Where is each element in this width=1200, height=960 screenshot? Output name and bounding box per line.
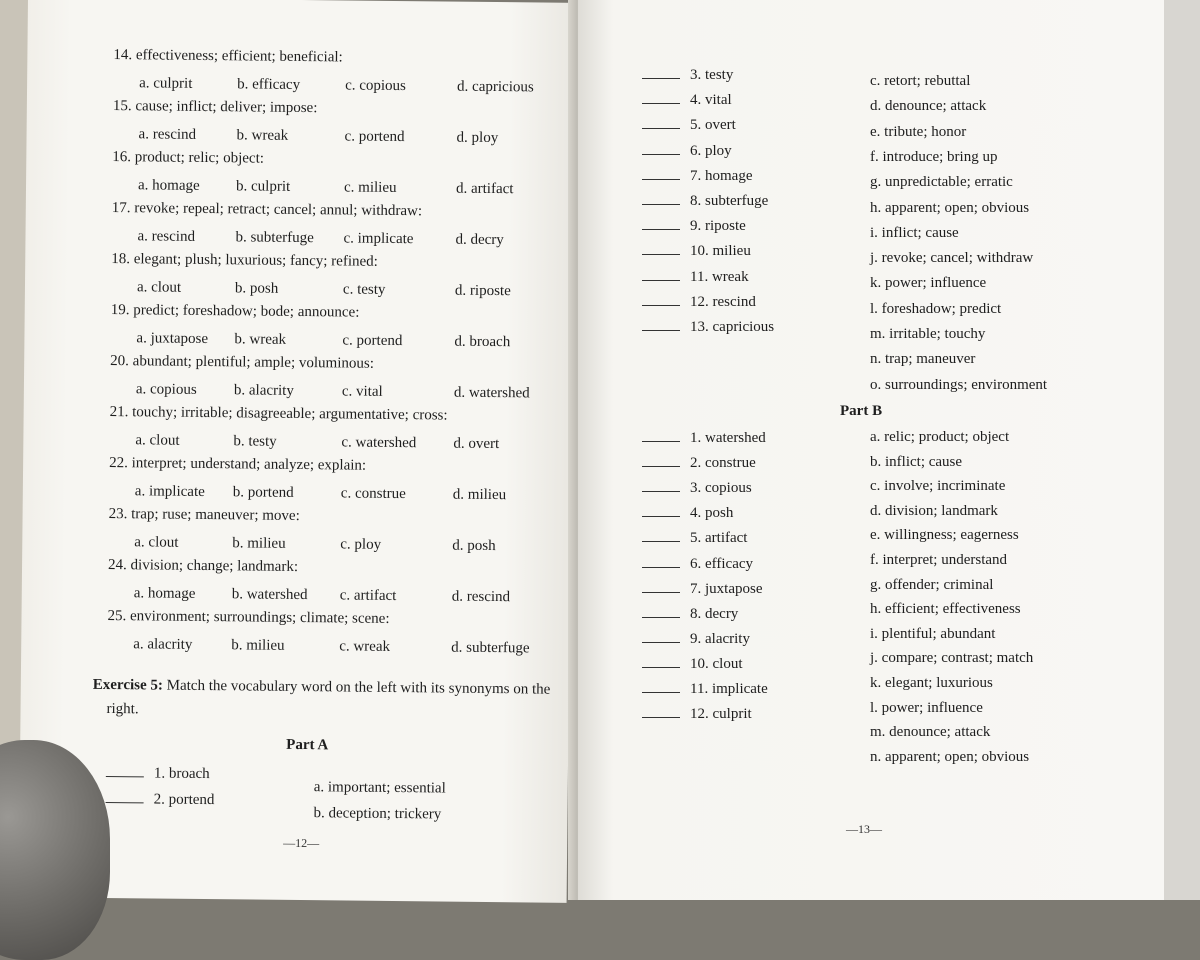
answer-option: d. watershed xyxy=(453,384,530,402)
part-b-title: Part B xyxy=(840,403,883,419)
answer-option: b. milieu xyxy=(232,535,286,552)
match-word: 4. vital xyxy=(690,92,732,109)
answer-option: d. overt xyxy=(453,435,500,453)
question-text: predict; foreshadow; bode; announce: xyxy=(133,302,360,321)
question-text: elegant; plush; luxurious; fancy; refined: xyxy=(133,251,378,270)
question-number: 25. xyxy=(107,607,127,625)
question-text: effectiveness; efficient; beneficial: xyxy=(135,47,343,66)
match-item xyxy=(106,788,215,809)
match-item xyxy=(642,703,752,723)
match-word: 1. broach xyxy=(153,765,210,783)
match-synonym: e. tribute; honor xyxy=(870,123,967,140)
match-synonym: f. interpret; understand xyxy=(870,552,1008,568)
answer-option: a. rescind xyxy=(137,228,196,245)
match-item xyxy=(642,628,750,648)
match-synonym: o. surroundings; environment xyxy=(870,376,1048,393)
match-synonym: c. retort; rebuttal xyxy=(870,73,971,89)
answer-blank[interactable] xyxy=(642,316,680,331)
match-item xyxy=(642,427,766,447)
match-item xyxy=(642,140,732,160)
question-number: 14. xyxy=(113,47,133,64)
match-item xyxy=(642,240,751,260)
match-synonym: j. compare; contrast; match xyxy=(870,650,1034,667)
exercise-text-continued: right. xyxy=(106,700,139,718)
match-word: 5. artifact xyxy=(690,530,748,547)
match-word: 3. testy xyxy=(690,67,734,83)
answer-option: a. clout xyxy=(136,279,182,296)
match-item xyxy=(642,215,746,235)
exercise-text: Match the vocabulary word on the left with its synonyms on the xyxy=(166,677,551,698)
exercise-5-instructions xyxy=(93,676,551,699)
answer-option: a. alacrity xyxy=(133,636,193,653)
question-number: 20. xyxy=(110,353,130,370)
answer-blank[interactable] xyxy=(106,788,144,803)
answer-option: d. subterfuge xyxy=(451,639,530,657)
answer-option: b. culprit xyxy=(235,178,291,195)
match-synonym: k. power; influence xyxy=(870,275,987,292)
question-text: trap; ruse; maneuver; move: xyxy=(131,506,300,525)
question-number: 19. xyxy=(110,302,130,319)
answer-blank[interactable] xyxy=(642,678,680,693)
answer-blank[interactable] xyxy=(106,762,144,777)
match-synonym: f. introduce; bring up xyxy=(870,148,998,165)
answer-option: c. testy xyxy=(342,281,386,298)
answer-option: b. posh xyxy=(234,280,279,297)
answer-blank[interactable] xyxy=(642,653,680,668)
question-text: division; change; landmark: xyxy=(130,557,299,575)
answer-option: a. homage xyxy=(137,177,200,194)
answer-option: c. watershed xyxy=(341,434,417,452)
exercise-label: Exercise 5: xyxy=(92,676,164,694)
question-number: 18. xyxy=(111,251,131,268)
question-number: 15. xyxy=(112,98,132,115)
answer-option: b. testy xyxy=(233,433,277,450)
question-prompt xyxy=(112,199,422,220)
question-prompt xyxy=(109,454,366,475)
answer-blank[interactable] xyxy=(642,603,680,618)
match-word: 1. watershed xyxy=(690,430,766,446)
match-word: 11. wreak xyxy=(690,268,749,285)
match-item xyxy=(642,114,736,134)
match-word: 8. subterfuge xyxy=(690,193,769,209)
match-synonym: m. irritable; touchy xyxy=(870,326,986,342)
match-word: 7. homage xyxy=(690,167,753,184)
match-word: 9. alacrity xyxy=(690,630,750,647)
answer-option: c. wreak xyxy=(339,638,391,655)
page-number: —12— xyxy=(283,835,320,851)
answer-blank[interactable] xyxy=(642,502,680,517)
answer-option: a. clout xyxy=(135,432,180,449)
match-synonym: d. denounce; attack xyxy=(870,98,987,115)
question-prompt xyxy=(111,250,378,271)
page-number: —13— xyxy=(846,822,882,836)
match-word: 12. culprit xyxy=(690,706,752,723)
answer-blank[interactable] xyxy=(642,114,680,129)
match-word: 2. portend xyxy=(153,791,215,809)
answer-option: d. ploy xyxy=(456,129,499,147)
answer-option: c. vital xyxy=(341,383,383,400)
match-synonym: d. division; landmark xyxy=(870,502,998,519)
match-word: 13. capricious xyxy=(690,319,775,335)
match-item xyxy=(642,64,733,84)
match-word: 4. posh xyxy=(690,505,734,522)
answer-blank[interactable] xyxy=(642,140,680,155)
match-synonym: g. unpredictable; erratic xyxy=(870,174,1013,191)
match-word: 12. rescind xyxy=(690,293,756,310)
answer-option: a. homage xyxy=(133,585,196,602)
match-item xyxy=(642,653,743,673)
question-text: interpret; understand; analyze; explain: xyxy=(131,455,367,474)
answer-option: d. broach xyxy=(454,333,511,351)
question-prompt xyxy=(108,556,298,576)
match-synonym: i. inflict; cause xyxy=(870,224,959,241)
answer-option: b. wreak xyxy=(234,331,287,348)
answer-option: c. milieu xyxy=(343,179,397,196)
answer-blank[interactable] xyxy=(642,628,680,643)
question-text: product; relic; object: xyxy=(134,149,265,167)
answer-option: c. portend xyxy=(344,128,405,146)
match-synonym: e. willingness; eagerness xyxy=(870,527,1019,544)
question-number: 21. xyxy=(109,404,129,421)
answer-blank[interactable] xyxy=(642,452,680,467)
match-word: 6. ploy xyxy=(690,142,732,159)
match-word: 9. riposte xyxy=(690,218,746,235)
match-synonym: n. trap; maneuver xyxy=(870,351,976,368)
question-number: 22. xyxy=(109,455,128,472)
answer-blank[interactable] xyxy=(642,427,680,442)
answer-blank[interactable] xyxy=(642,291,680,306)
question-prompt xyxy=(111,301,360,322)
match-synonym: l. foreshadow; predict xyxy=(870,300,1002,317)
question-text: touchy; irritable; disagreeable; argumentative; cross: xyxy=(132,404,448,424)
match-item xyxy=(642,291,756,311)
answer-option: d. milieu xyxy=(452,486,507,504)
match-item xyxy=(642,190,768,210)
answer-option: d. posh xyxy=(452,537,496,555)
match-word: 6. efficacy xyxy=(690,555,754,572)
answer-blank[interactable] xyxy=(642,578,680,593)
match-item xyxy=(642,678,768,698)
answer-option: a. juxtapose xyxy=(136,330,209,348)
question-prompt xyxy=(109,505,300,525)
answer-option: a. rescind xyxy=(138,126,197,143)
match-synonym: h. efficient; effectiveness xyxy=(870,601,1021,618)
answer-blank[interactable] xyxy=(642,703,680,718)
answer-option: a. clout xyxy=(134,534,179,551)
answer-option: b. alacrity xyxy=(233,382,294,399)
match-synonym: a. important; essential xyxy=(313,779,446,797)
answer-option: b. milieu xyxy=(231,637,285,654)
answer-option: a. culprit xyxy=(139,75,193,92)
answer-blank[interactable] xyxy=(642,165,680,180)
question-text: environment; surroundings; climate; scene: xyxy=(129,608,390,627)
match-word: 10. clout xyxy=(690,655,743,672)
right-page xyxy=(578,0,1164,900)
match-word: 5. overt xyxy=(690,117,736,134)
match-item xyxy=(106,762,210,783)
answer-blank[interactable] xyxy=(642,240,680,255)
answer-option: c. copious xyxy=(345,77,407,95)
match-word: 2. construe xyxy=(690,455,756,472)
part-a-title: Part A xyxy=(286,736,329,754)
answer-option: d. riposte xyxy=(454,282,511,300)
match-item xyxy=(642,165,752,185)
answer-option: c. portend xyxy=(342,332,403,350)
question-number: 24. xyxy=(107,557,127,574)
question-prompt xyxy=(107,607,389,628)
match-item xyxy=(642,266,749,286)
match-synonym: g. offender; criminal xyxy=(870,576,994,593)
match-item xyxy=(642,502,733,522)
answer-option: b. portend xyxy=(232,484,294,501)
left-page xyxy=(19,0,576,903)
answer-blank[interactable] xyxy=(642,64,680,79)
answer-blank[interactable] xyxy=(642,527,680,542)
match-item xyxy=(642,578,763,598)
match-item xyxy=(642,89,732,109)
match-item xyxy=(642,553,753,573)
match-item xyxy=(642,527,747,547)
question-prompt xyxy=(110,403,448,425)
answer-option: a. copious xyxy=(135,381,197,398)
match-item xyxy=(642,316,774,336)
answer-option: b. efficacy xyxy=(237,76,301,93)
answer-blank[interactable] xyxy=(642,190,680,205)
match-synonym: l. power; influence xyxy=(870,699,983,716)
answer-option: c. construe xyxy=(340,485,406,503)
answer-blank[interactable] xyxy=(642,477,680,492)
match-synonym: m. denounce; attack xyxy=(870,724,991,741)
answer-option: a. implicate xyxy=(134,483,205,501)
match-synonym: c. involve; incriminate xyxy=(870,478,1006,495)
match-item xyxy=(642,603,738,623)
question-prompt xyxy=(112,148,264,168)
answer-option: b. watershed xyxy=(231,586,308,604)
answer-blank[interactable] xyxy=(642,266,680,281)
match-item xyxy=(642,452,756,472)
answer-blank[interactable] xyxy=(642,215,680,230)
match-synonym: k. elegant; luxurious xyxy=(870,675,993,691)
answer-option: d. rescind xyxy=(451,588,511,606)
question-number: 23. xyxy=(108,506,128,523)
match-synonym: j. revoke; cancel; withdraw xyxy=(870,250,1034,267)
match-synonym: b. deception; trickery xyxy=(313,805,442,823)
match-synonym: h. apparent; open; obvious xyxy=(870,199,1030,216)
question-number: 16. xyxy=(112,149,132,166)
answer-option: d. capricious xyxy=(457,78,534,96)
question-prompt xyxy=(110,352,374,373)
answer-option: c. ploy xyxy=(340,536,382,553)
answer-option: b. wreak xyxy=(236,127,289,144)
question-number: 17. xyxy=(111,200,131,217)
answer-option: c. artifact xyxy=(339,587,397,605)
answer-option: c. implicate xyxy=(343,230,414,248)
question-prompt xyxy=(113,97,318,117)
answer-blank[interactable] xyxy=(642,89,680,104)
match-word: 11. implicate xyxy=(690,681,768,697)
question-text: revoke; repeal; retract; cancel; annul; withdraw: xyxy=(134,200,423,220)
match-word: 8. decry xyxy=(690,605,739,622)
match-word: 10. milieu xyxy=(690,243,751,260)
match-synonym: a. relic; product; object xyxy=(870,429,1010,445)
question-prompt xyxy=(113,46,343,66)
answer-option: d. artifact xyxy=(455,180,514,198)
answer-blank[interactable] xyxy=(642,553,680,568)
match-synonym: b. inflict; cause xyxy=(870,453,963,470)
match-synonym: i. plentiful; abundant xyxy=(870,625,996,642)
answer-option: d. decry xyxy=(455,231,504,249)
question-text: abundant; plentiful; ample; voluminous: xyxy=(132,353,374,372)
match-word: 7. juxtapose xyxy=(690,580,763,597)
answer-option: b. subterfuge xyxy=(235,229,314,247)
match-item xyxy=(642,477,752,497)
question-text: cause; inflict; deliver; impose: xyxy=(135,98,318,117)
match-word: 3. copious xyxy=(690,480,752,497)
match-synonym: n. apparent; open; obvious xyxy=(870,748,1030,765)
